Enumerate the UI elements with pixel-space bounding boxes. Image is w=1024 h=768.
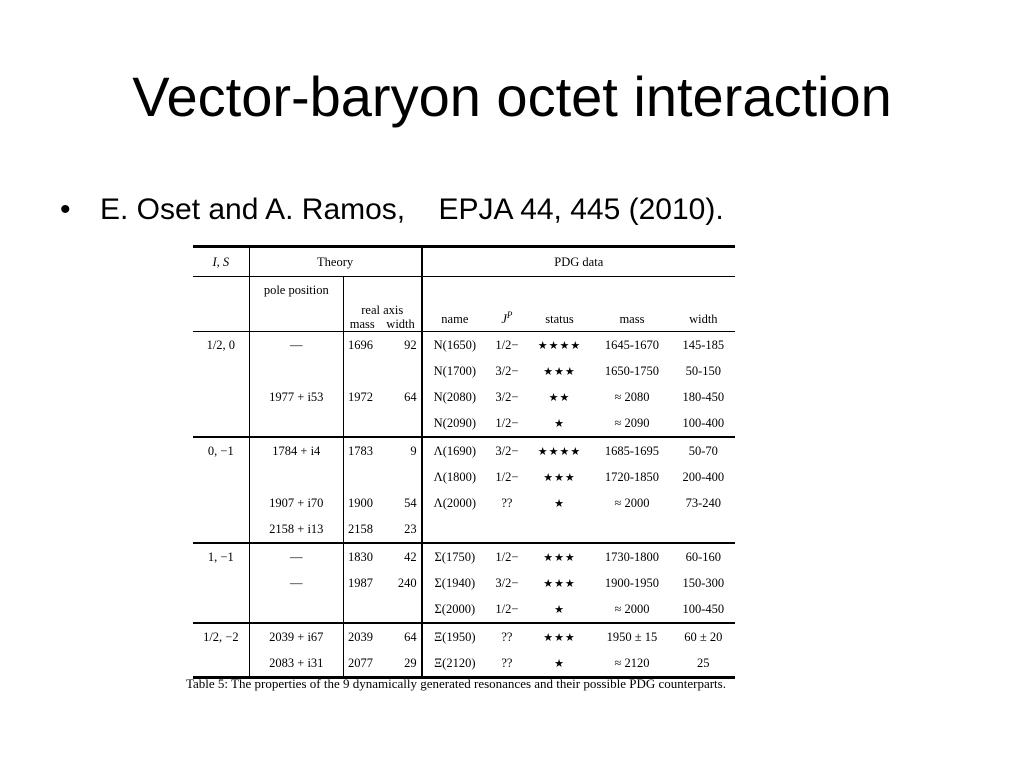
cell-width [386,464,421,490]
cell-pdg-mass: ≈ 2080 [614,389,650,404]
cell-name: Λ(2000) [433,495,477,510]
cell-jp: ?? [501,629,513,644]
cell-pdg-width: 50-70 [688,443,718,458]
cell-pole [249,358,343,384]
cell-is: 0, −1 [193,437,249,464]
cell-jp: 1/2− [495,337,519,352]
table-row [193,332,735,359]
resonance-table [193,245,735,679]
cell-pole [249,410,343,437]
table-row [193,543,735,570]
cell-pole: — [249,570,343,596]
cell-name: Λ(1800) [433,469,477,484]
cell-pole: 2158 + i13 [249,516,343,543]
cell-is [193,516,249,543]
table-row [193,650,735,678]
cell-status [527,516,593,543]
cell-mass: 1987 [347,575,373,590]
cell-name: Λ(1690) [433,443,477,458]
header-pdg-mass: mass [619,312,645,326]
cell-pdg-width: 100-450 [672,596,735,623]
cell-is [193,570,249,596]
cell-mass: 2158 [343,516,386,543]
cell-status: ★ [554,657,565,670]
cell-mass: 1783 [347,443,373,458]
cell-pdg-width: 60-160 [685,549,722,564]
cell-name: N(2080) [433,389,477,404]
table-row [193,490,735,516]
cell-pdg-mass: 1650-1750 [604,363,660,378]
cell-status: ★★ [548,391,571,404]
cell-pole: — [249,543,343,570]
header-name: name [441,312,469,326]
reference-bullet [60,190,724,230]
cell-pole [249,596,343,623]
cell-mass: 1696 [347,337,373,352]
cell-width: 64 [386,384,421,410]
header-real-axis [343,277,421,332]
header-pdg: PDG data [422,247,735,277]
cell-pdg-width: 25 [697,655,710,670]
cell-pdg-width: 150-300 [682,575,725,590]
table-row [193,384,735,410]
cell-status: ★ [527,410,593,437]
cell-mass: 1830 [347,549,373,564]
cell-is [193,490,249,516]
table-row [193,516,735,543]
cell-is [193,384,249,410]
cell-width [386,410,421,437]
cell-jp: 3/2− [495,443,519,458]
cell-mass: 2077 [347,655,373,670]
cell-status: ★ [554,497,565,510]
cell-is [193,596,249,623]
cell-status: ★★★ [543,577,576,590]
cell-status: ★★★ [543,551,576,564]
reference-text: E. Oset and A. Ramos, EPJA 44, 445 (2010). [100,193,724,226]
cell-name: Σ(1940) [434,575,476,590]
table-row [193,437,735,464]
cell-pdg-width: 60 ± 20 [684,629,723,644]
cell-mass [343,358,386,384]
header-width: width [386,317,415,331]
cell-mass: 1900 [347,495,373,510]
cell-width [386,358,421,384]
cell-width: 9 [386,437,421,464]
cell-pdg-width: 73-240 [685,495,722,510]
cell-status: ★ [527,596,593,623]
cell-width: 92 [386,332,421,359]
cell-pdg-width: 200-400 [682,469,725,484]
header-real-axis-sub [344,317,421,331]
cell-pdg-mass: 1950 ± 15 [606,629,658,644]
cell-pdg-mass: ≈ 2090 [592,410,671,437]
cell-pdg-width [672,516,735,543]
table-body [193,332,735,678]
header-is-blank [193,277,249,332]
cell-width: 42 [386,543,421,570]
cell-pdg-mass: 1685-1695 [604,443,660,458]
cell-jp: 1/2− [487,596,527,623]
cell-pole: 1784 + i4 [249,437,343,464]
cell-is: 1/2, −2 [193,623,249,650]
cell-status: ★★★ [543,471,576,484]
header-is: I, S [193,247,249,277]
cell-name: N(1700) [433,363,477,378]
cell-mass [343,596,386,623]
header-jp: $J^P$ [501,309,513,326]
cell-name [422,516,488,543]
table-row [193,570,735,596]
cell-mass: 2039 [347,629,373,644]
cell-mass: 1972 [347,389,373,404]
cell-name: N(1650) [433,337,477,352]
resonance-table-container [193,245,735,679]
cell-jp: 3/2− [495,363,519,378]
cell-pole: 1977 + i53 [249,384,343,410]
cell-width: 54 [386,490,421,516]
cell-name: Σ(2000) [422,596,488,623]
cell-is [193,464,249,490]
header-pdg-width: width [689,312,718,326]
cell-is: 1, −1 [193,543,249,570]
cell-name: Σ(1750) [434,549,476,564]
cell-pole: 2083 + i31 [249,650,343,678]
cell-jp: 1/2− [495,549,519,564]
cell-name: Ξ(1950) [434,629,476,644]
table-row [193,410,735,437]
cell-is [193,650,249,678]
bullet-mark: • [60,193,71,226]
cell-mass [343,464,386,490]
table-header-row-2 [193,277,735,332]
cell-status: ★★★ [543,365,576,378]
cell-name: Ξ(2120) [434,655,476,670]
cell-jp: 1/2− [495,469,519,484]
header-real-axis-label: real axis [361,303,404,317]
cell-pdg-mass: ≈ 2120 [614,655,650,670]
cell-jp: 1/2− [487,410,527,437]
cell-is: 1/2, 0 [193,332,249,359]
cell-jp: ?? [501,495,513,510]
cell-pdg-mass: 1730-1800 [604,549,660,564]
cell-width: 23 [386,516,421,543]
slide-title: Vector-baryon octet interaction [132,65,892,128]
cell-pdg-width: 100-400 [672,410,735,437]
cell-status: ★★★★ [537,445,582,458]
cell-pdg-mass: 1720-1850 [604,469,660,484]
cell-pdg-width: 180-450 [682,389,725,404]
cell-jp: 3/2− [495,575,519,590]
table-row [193,464,735,490]
cell-pdg-width: 145-185 [682,337,725,352]
table-header-row-1 [193,247,735,277]
cell-width: 29 [386,650,421,678]
header-theory: Theory [249,247,421,277]
cell-width: 240 [386,570,421,596]
header-status: status [545,312,574,326]
table-row [193,623,735,650]
cell-pdg-mass: 1645-1670 [604,337,660,352]
cell-pdg-mass: 1900-1950 [604,575,660,590]
cell-jp [487,516,527,543]
cell-pole [249,464,343,490]
cell-jp: ?? [501,655,513,670]
cell-jp: 3/2− [495,389,519,404]
cell-status: ★★★ [543,631,576,644]
cell-pole: 2039 + i67 [249,623,343,650]
cell-mass [343,410,386,437]
cell-pdg-width: 50-150 [685,363,722,378]
header-mass: mass [349,317,375,331]
header-pole-position: pole position [249,277,343,332]
cell-pdg-mass [592,516,671,543]
cell-width: 64 [386,623,421,650]
cell-pdg-mass: ≈ 2000 [592,596,671,623]
cell-status: ★★★★ [537,339,582,352]
cell-is [193,358,249,384]
table-row [193,358,735,384]
cell-pole: 1907 + i70 [249,490,343,516]
cell-width [386,596,421,623]
cell-is [193,410,249,437]
cell-name: N(2090) [422,410,488,437]
cell-pdg-mass: ≈ 2000 [614,495,650,510]
cell-pole: — [249,332,343,359]
table-caption: Table 5: The properties of the 9 dynamically generated resonances and their possible PDG counterparts. [186,676,726,691]
table-row [193,596,735,623]
